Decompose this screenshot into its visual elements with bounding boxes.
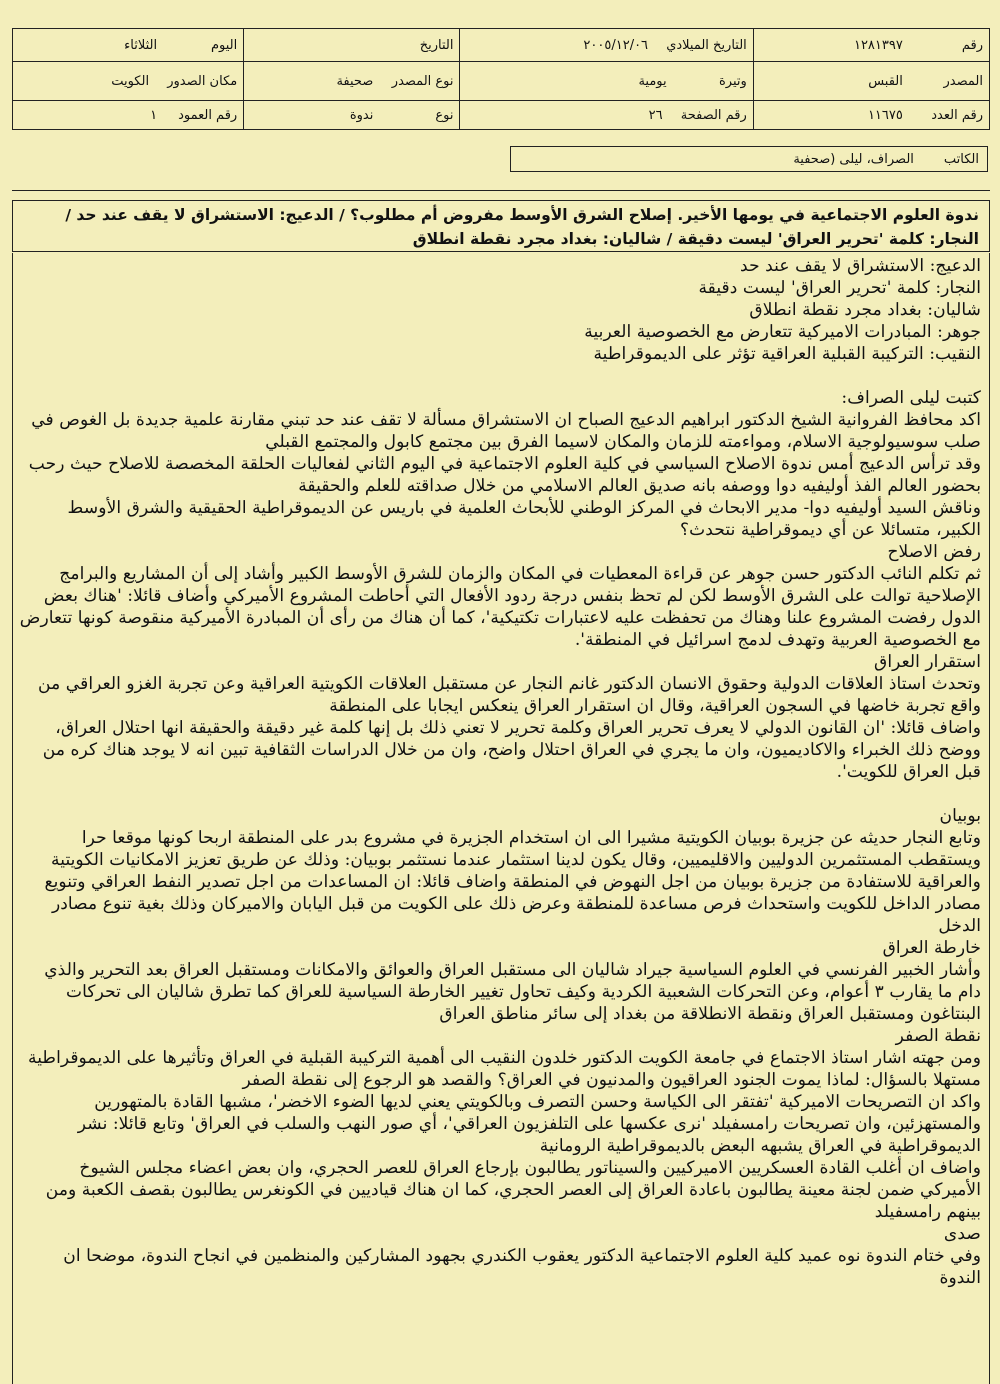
source-cell: [753, 62, 989, 101]
day-cell: [13, 29, 244, 62]
frequency-value: يومية: [638, 73, 667, 89]
paragraph: وأشار الخبير الفرنسي في العلوم السياسية جيراد شاليان الى مستقبل العراق والعوائق والامكانات ومستقبل العراق بعد التحرير والذي دام ما يقارب ٣ أعوام، وعن التحركات الشعبية الكردية وكيف تحاول تغيير الخارطة السياسية للعراق كما تطرق شاليان الى تحركات البنتاغون ومستقبل العراق ونقطة الانطلاقة من بغداد إلى سائر مناطق العراق: [44, 960, 981, 1024]
writer-value: الصراف، ليلى (صحفية: [793, 151, 914, 167]
column-cell: [13, 101, 244, 130]
writer-label: الكاتب: [943, 151, 979, 167]
paragraph: وتابع النجار حديثه عن جزيرة بوبيان الكويتية مشيرا الى ان استخدام الجزيرة في مشروع بدر على المنطقة اربحا كونها موقعا حرا ويستقطب المستثمرين الدوليين والاقليميين، وقال يكون لدينا استثمار عندما نستثمر بوبيان: وذلك عن طريق تعزيز الامكانيات الكويتية والعراقية للاستفادة من جزيرة بوبيان من اجل النهوض في المنطقة واضاف قائلا: ان المساعدات من اجل تصدير النفط العراقي وتنويع مصادر الداخل للكويت واستحداث فرص مساعدة للمنطقة وعرض ذلك على الكويت من قبل اليابان والاميركان وذلك بغية تنوع مصادر الدخل: [44, 828, 981, 936]
paragraph: اكد محافظ الفروانية الشيخ الدكتور ابراهيم الدعيج الصباح ان الاستشراق مسألة لا تقف عند حد تبني مقارنة علمية جديدة بل الغوص في صلب سوسيولوجية الاسلام، ومواءمته للزمان والمكان لاسيما الفرق بين مجتمع كابول والمجتمع القبلي: [31, 410, 981, 452]
day-label: اليوم: [210, 37, 238, 53]
number-value: ١٢٨١٣٩٧: [853, 37, 903, 53]
issue-label: رقم العدد: [931, 107, 983, 123]
metadata-table: [12, 28, 990, 130]
section-title: استقرار العراق: [874, 652, 981, 672]
issue-cell: [753, 101, 989, 130]
spacer: [19, 783, 981, 805]
place-cell: [13, 62, 244, 101]
paragraph: وفي ختام الندوة نوه عميد كلية العلوم الاجتماعية الدكتور يعقوب الكندري بجهود المشاركين والمنظمين في انجاح الندوة، موضحا ان الندوة: [63, 1246, 981, 1288]
type-label: نوع: [435, 107, 454, 123]
writer-box: [510, 146, 988, 172]
column-label: رقم العمود: [178, 107, 238, 123]
date-label: التاريخ: [419, 37, 454, 53]
paragraph: واضاف قائلا: 'ان القانون الدولي لا يعرف تحرير العراق وكلمة تحرير لا تعني ذلك بل إنها كلمة غير دقيقة والحقيقة انها احتلال العراق، ووضح ذلك الخبراء والاكاديميون، وان ما يجري في العراق احتلال واضح، وان من خلال الدراسات الثقافية تبين انه لا يوجد هناك كره من قبل العراق للكويت'.: [42, 718, 981, 782]
section-title: رفض الاصلاح: [887, 542, 981, 562]
paragraph: واضاف ان أغلب القادة العسكريين الاميركيين والسيناتور يطالبون بإرجاع العراق للعصر الحجري، وان بعض اعضاء مجلس الشيوخ الأميركي ضمن لجنة معينة يطالبون باعادة العراق إلى العصر الحجري، كما ان هناك قياديين في الكونغرس يطالبون بقصف الكعبة ومن بينهم رامسفيلد: [45, 1158, 981, 1222]
type-cell: [244, 101, 460, 130]
frequency-label: وتيرة: [718, 73, 747, 89]
byline: كتبت ليلى الصراف:: [841, 388, 981, 408]
source-type-label: نوع المصدر: [391, 73, 454, 89]
section-title: خارطة العراق: [882, 938, 981, 958]
section-title: بوبيان: [939, 806, 981, 826]
source-type-cell: [244, 62, 460, 101]
article-headline: ندوة العلوم الاجتماعية في يومها الأخير. إصلاح الشرق الأوسط مفروض أم مطلوب؟ / الدعيج: الاستشراق لا يقف عند حد / النجار: كلمة 'تحرير العراق' ليست دقيقة / شاليان: بغداد مجرد نقطة انطلاق: [12, 200, 990, 252]
frequency-cell: [460, 62, 753, 101]
source-value: القبس: [868, 73, 903, 89]
paragraph: وتحدث استاذ العلاقات الدولية وحقوق الانسان الدكتور غانم النجار عن مستقبل العلاقات الكويتية العراقية وعن تجربة الغزو العراقي من واقع تجربة خاضها في السجون العراقية، وقال ان استقرار العراق ينعكس ايجابا على المنطقة: [38, 674, 981, 716]
column-value: ١: [150, 107, 158, 123]
greg-date-cell: [460, 29, 753, 62]
place-label: مكان الصدور: [167, 73, 238, 89]
place-value: الكويت: [111, 73, 150, 89]
page-cell: [460, 101, 753, 130]
summary-line: شاليان: بغداد مجرد نقطة انطلاق: [749, 300, 981, 320]
page-value: ٢٦: [648, 107, 663, 123]
summary-line: الدعيج: الاستشراق لا يقف عند حد: [740, 256, 981, 276]
page-label: رقم الصفحة: [680, 107, 747, 123]
source-type-value: صحيفة: [336, 73, 374, 89]
source-label: المصدر: [943, 73, 983, 89]
summary-line: النقيب: التركيبة القبلية العراقية تؤثر على الديموقراطية: [593, 344, 981, 364]
paragraph: واكد ان التصريحات الاميركية 'تفتقر الى الكياسة وحسن التصرف وبالكويتي يعني لديها الضوء الاخضر'، مشبها القادة بالمتهورين والمستهزئين، وان تصريحات رامسفيلد 'نرى عكسها على التلفزيون العراقي'، أي صور النهب والسلب في العراق' وتابع قائلا: نشر الديموقراطية في العراق يشبهه البعض بالديموقراطية الرومانية: [77, 1092, 981, 1156]
type-value: ندوة: [349, 107, 374, 123]
day-value: الثلاثاء: [124, 37, 158, 53]
summary-line: النجار: كلمة 'تحرير العراق' ليست دقيقة: [698, 278, 981, 298]
paragraph: ثم تكلم النائب الدكتور حسن جوهر عن قراءة المعطيات في المكان والزمان للشرق الأوسط الكبير وأشاد إلى أن المشاريع والبرامج الإصلاحية توالت على الشرق الأوسط لكن لم تحظ بنفس درجة ردود الأفعال التي أحاطت المشروع الأميركي وأضاف قائلا: 'هناك بعض الدول رفضت المشروع علنا وهناك من تحفظت عليه لاعتبارات تكتيكية'، كما أن هناك من رأى أن المبادرة الأميركية منقوصة كونها تتعارض مع الخصوصية العربية وتهدف لدمج اسرائيل في المنطقة'.: [19, 564, 981, 650]
greg-date-value: ٢٠٠٥/١٢/٠٦: [583, 37, 649, 53]
number-label: رقم: [961, 37, 983, 53]
paragraph: ومن جهته اشار استاذ الاجتماع في جامعة الكويت الدكتور خلدون النقيب الى أهمية التركيبة القبلية في العراق وتأثيرها على الديموقراطية مستهلا بالسؤال: لماذا يموت الجنود العراقيون والمدنيون في العراق؟ والقصد هو الرجوع إلى نقطة الصفر: [27, 1048, 981, 1090]
spacer: [19, 365, 981, 387]
summary-line: جوهر: المبادرات الاميركية تتعارض مع الخصوصية العربية: [584, 322, 981, 342]
section-title: نقطة الصفر: [895, 1026, 981, 1046]
issue-value: ١١٦٧٥: [867, 107, 903, 123]
greg-date-label: التاريخ الميلادي: [666, 37, 747, 53]
section-title: صدى: [943, 1224, 981, 1244]
number-cell: [753, 29, 989, 62]
divider: [12, 190, 990, 191]
paragraph: وناقش السيد أوليفيه دوا- مدير الابحاث في المركز الوطني للأبحاث العلمية في باريس عن الديموقراطية الحقيقية والشرق الأوسط الكبير، متسائلا عن أي ديموقراطية نتحدث؟: [67, 498, 981, 540]
paragraph: وقد ترأس الدعيج أمس ندوة الاصلاح السياسي في كلية العلوم الاجتماعية في اليوم الثاني لفعاليات الحلقة المخصصة للاصلاح حيث رحب بحضور العالم الفذ أوليفيه دوا ووصفه بانه صديق العالم الاسلامي من خلال صداقته للعلم والحقيقة: [28, 454, 981, 496]
article-body: [12, 253, 990, 1384]
date-cell: [244, 29, 460, 62]
